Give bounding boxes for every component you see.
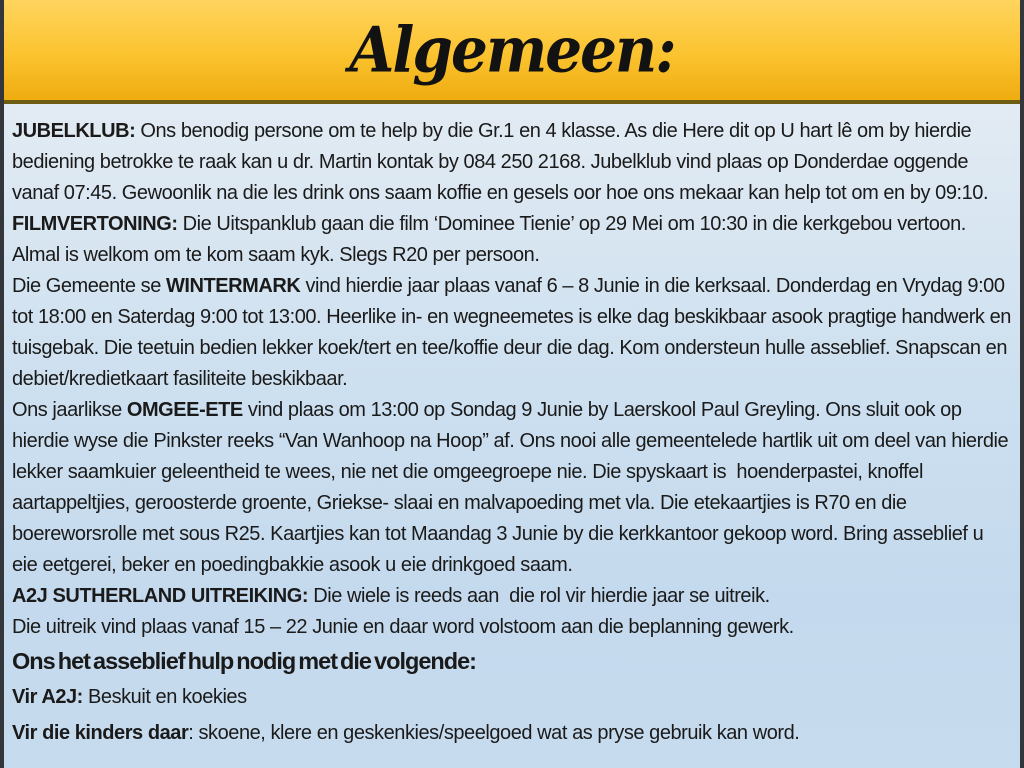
text-line [12,581,1014,612]
text-run: lekker saamkuier geleentheid te wees, nie net die omgeegroepe nie. Die spyskaart is hoenderpastei, knoffel [12,461,923,483]
text-run: tot 18:00 en Saterdag 9:00 tot 13:00. Heerlike in- en wegneemetes is elke dag beskikbaar asook pragtige handwerk en [12,306,1011,328]
text-run: vanaf 07:45. Gewoonlik na die les drink ons saam koffie en gesels oor hoe ons mekaar kan help tot om en by 09:10. [12,182,989,204]
text-run: vind plaas om 13:00 op Sondag 9 Junie by Laerskool Paul Greyling. Ons sluit ook op [242,399,962,421]
text-line [12,240,1014,271]
text-line [12,679,1014,715]
text-line [12,715,1014,751]
bold-text-run: Ons het asseblief hulp nodig met die volgende: [12,648,477,674]
text-line [12,488,1014,519]
slide-body [4,104,1020,751]
text-line [12,178,1014,209]
text-run: : skoene, klere en geskenkies/speelgoed wat as pryse gebruik kan word. [188,722,800,744]
text-run: vind hierdie jaar plaas vanaf 6 – 8 Junie in die kerksaal. Donderdag en Vrydag 9:00 [300,275,1005,297]
text-line [12,209,1014,240]
text-run: hierdie wyse die Pinkster reeks “Van Wanhoop na Hoop” af. Ons nooi alle gemeentelede hartlik uit om deel van hierdie [12,430,1009,452]
text-run: Die Uitspanklub gaan die film ‘Dominee Tienie’ op 29 Mei om 10:30 in die kerkgebou vertoon. [182,213,966,235]
header-banner [4,0,1020,104]
text-run: Beskuit en koekies [88,686,247,708]
text-line [12,116,1014,147]
text-run: Ons benodig persone om te help by die Gr.1 en 4 klasse. As die Here dit op U hart lê om by hierdie [140,120,972,142]
bold-text-run: Vir die kinders daar [12,722,189,744]
text-line [12,364,1014,395]
slide-title: Algemeen: [349,13,675,87]
text-run: eie eetgerei, beker en poedingbakkie asook u eie drinkgoed saam. [12,554,573,576]
text-run: Die uitreik vind plaas vanaf 15 – 22 Junie en daar word volstoom aan die beplanning gewerk. [12,616,794,638]
bold-text-run: JUBELKLUB: [12,120,141,142]
text-run: Die Gemeente se [12,275,166,297]
bold-text-run: WINTERMARK [166,275,301,297]
text-run: Ons jaarlikse [12,399,127,421]
text-run: bediening betrokke te raak kan u dr. Martin kontak by 084 250 2168. Jubelklub vind plaas op Donderdae oggende [12,151,969,173]
text-line [12,643,1014,679]
text-line [12,147,1014,178]
text-line [12,426,1014,457]
bold-text-run: OMGEE-ETE [126,399,243,421]
text-run: boereworsrolle met sous R25. Kaartjies kan tot Maandag 3 Junie by die kerkkantoor gekoop word. Bring asseblief u [12,523,984,545]
text-run: Almal is welkom om te kom saam kyk. Slegs R20 per persoon. [12,244,540,266]
text-line [12,395,1014,426]
text-line [12,519,1014,550]
text-run: debiet/kredietkaart fasiliteite beskikbaar. [12,368,348,390]
text-line [12,457,1014,488]
text-line [12,550,1014,581]
text-line [12,333,1014,364]
text-line [12,612,1014,643]
text-run: tuisgebak. Die teetuin bedien lekker koek/tert en tee/koffie deur die dag. Kom ondersteun hulle asseblief. Snapscan en [12,337,1007,359]
text-run: Die wiele is reeds aan die rol vir hierdie jaar se uitreik. [313,585,770,607]
text-run: aartappeltjies, geroosterde groente, Griekse- slaai en malvapoeding met vla. Die etekaartjies is R70 en die [12,492,907,514]
bold-text-run: Vir A2J: [12,686,88,708]
bold-text-run: FILMVERTONING: [12,213,183,235]
text-line [12,271,1014,302]
bold-text-run: A2J SUTHERLAND UITREIKING: [12,585,314,607]
text-line [12,302,1014,333]
